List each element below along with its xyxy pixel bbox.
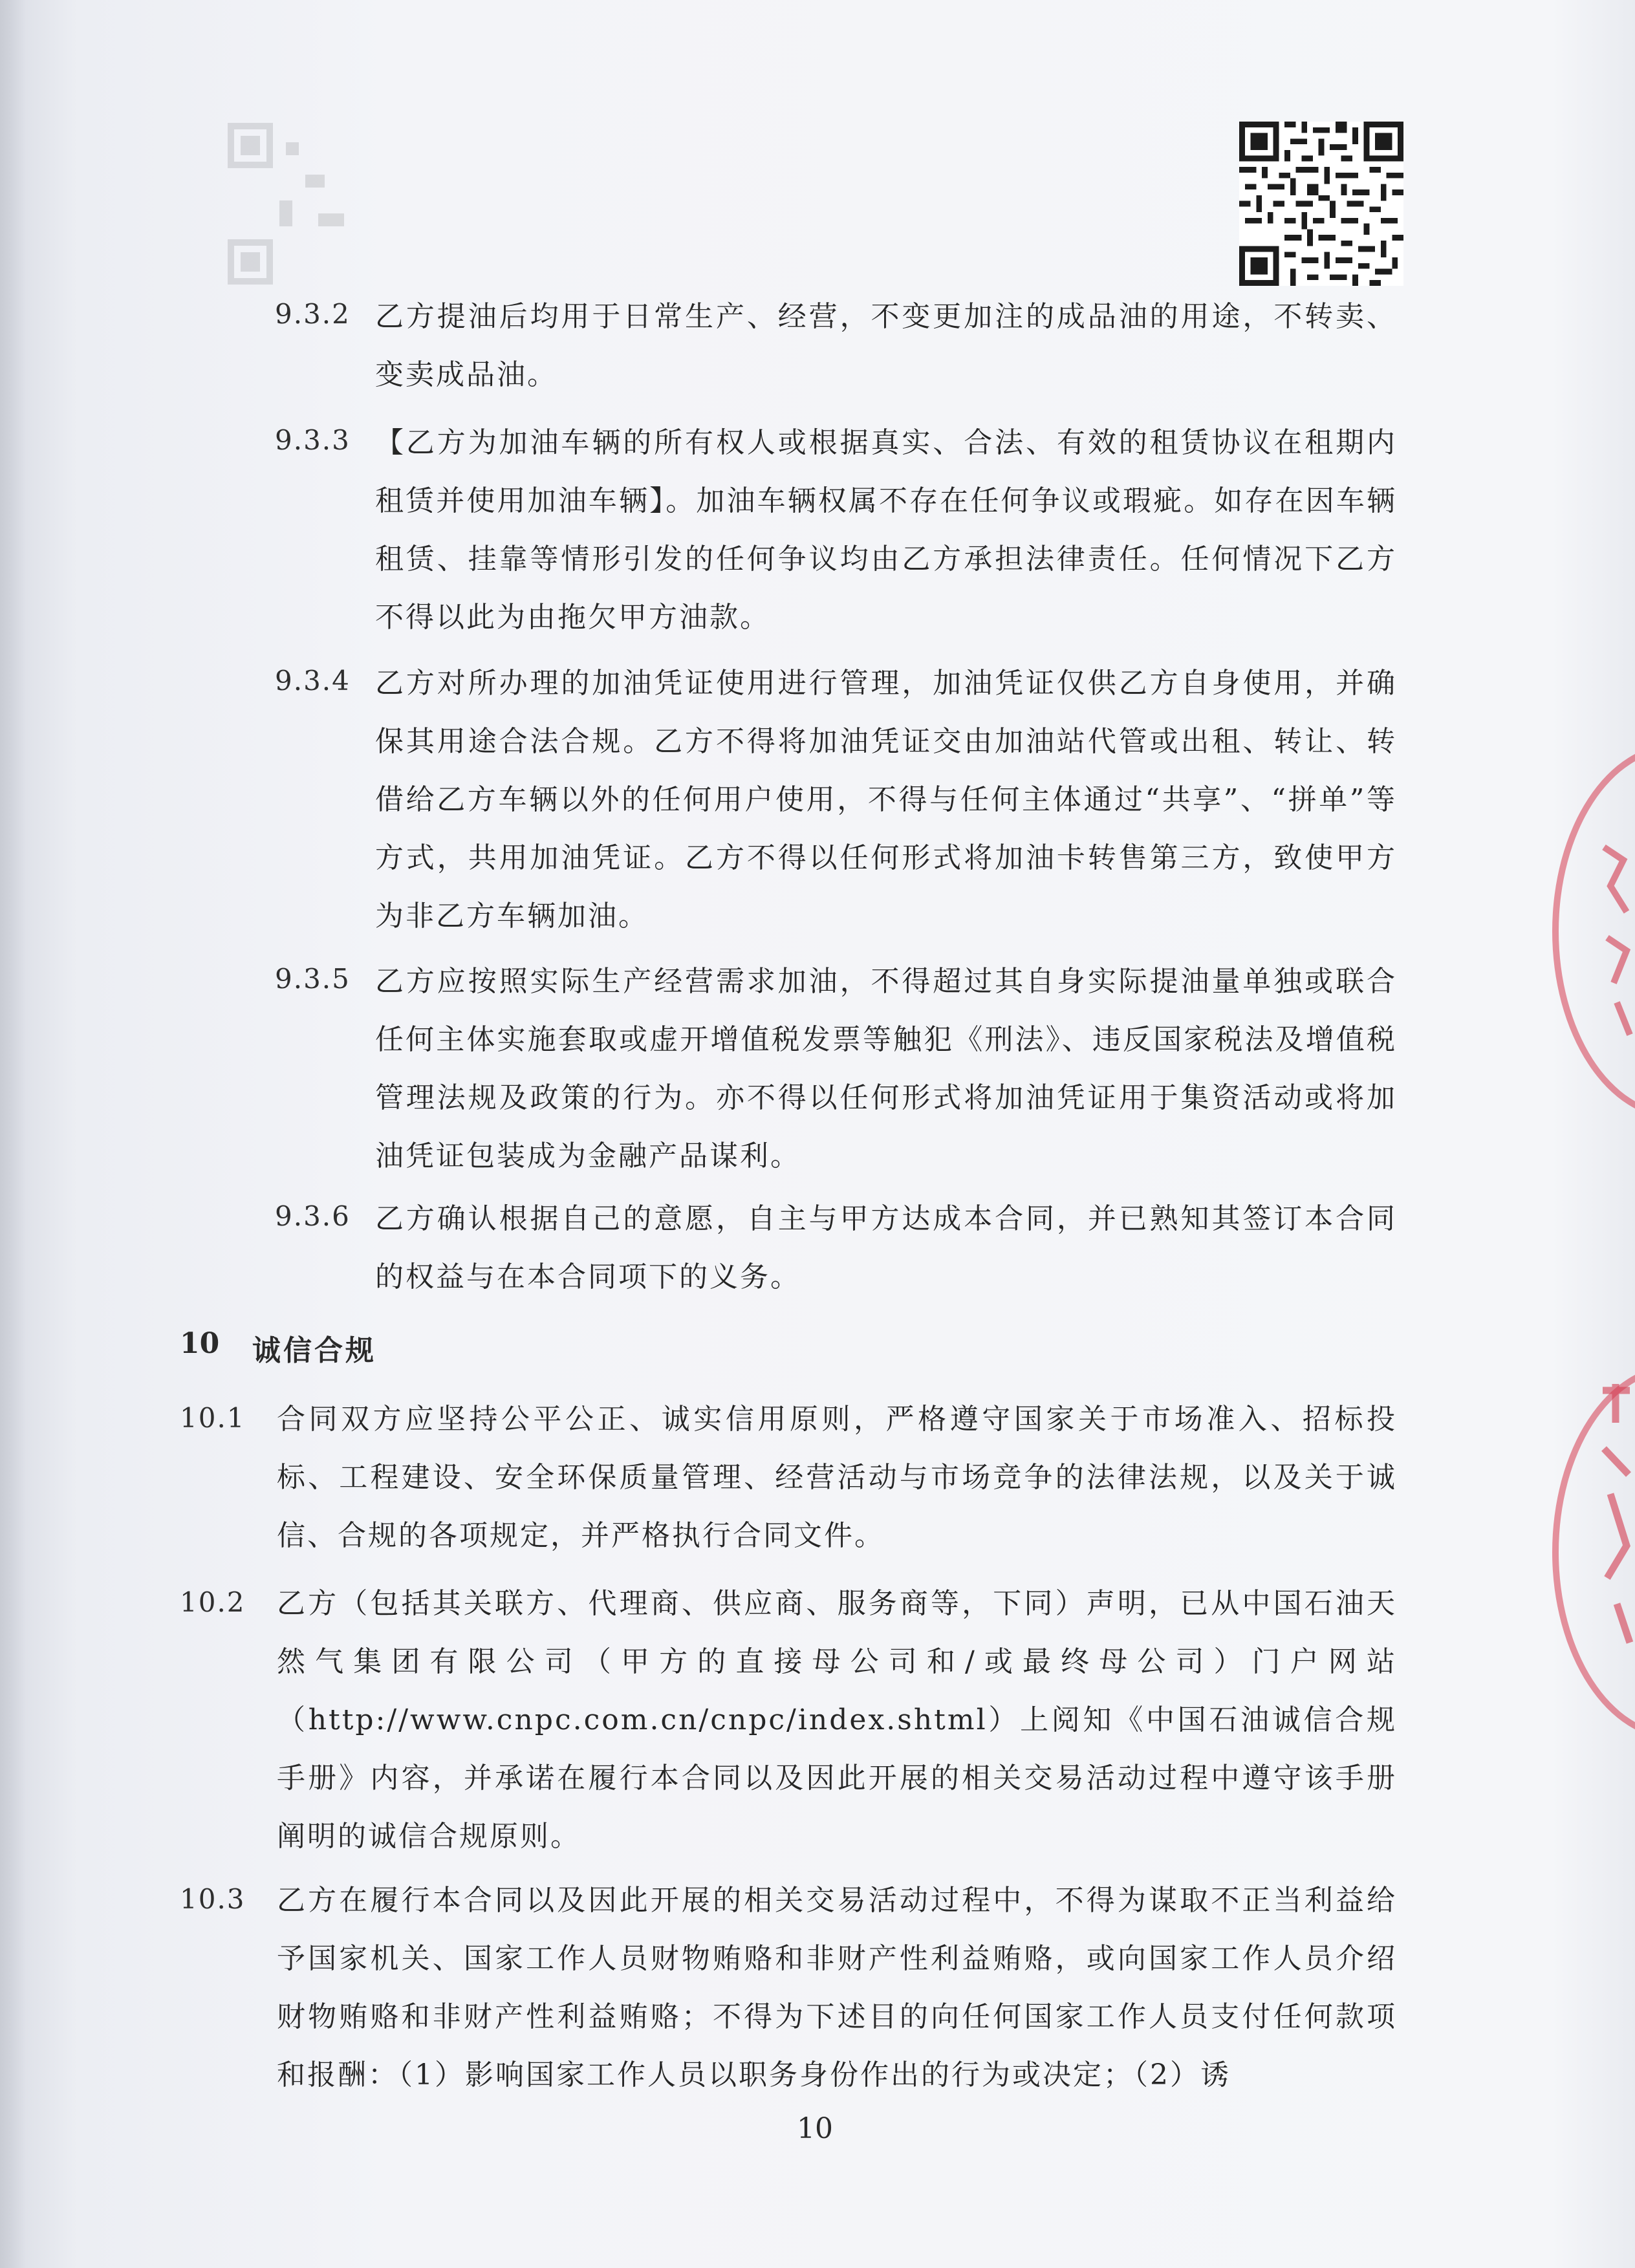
- clause-text: 【乙方为加油车辆的所有权人或根据真实、合法、有效的租赁协议在租期内租赁并使用加油车辆】。加油车辆权属不存在任何争议或瑕疵。如存在因车辆租赁、挂靠等情形引发的任何争议均由乙方承担法律责任。任何情况下乙方不得以此为由拖欠甲方油款。: [375, 426, 1397, 634]
- scan-edge-shadow: [0, 0, 26, 2268]
- page-number: 10: [797, 2112, 833, 2145]
- clause-number: 9.3.3: [275, 424, 351, 456]
- seal-mark-lower: [1597, 1384, 1635, 1656]
- ghost-qr-code: [228, 123, 389, 285]
- clause-text: 乙方确认根据自己的意愿，自主与甲方达成本合同，并已熟知其签订本合同的权益与在本合同项下的义务。: [375, 1202, 1397, 1293]
- clause-number: 10.2: [180, 1586, 246, 1618]
- clause-number: 9.3.6: [275, 1200, 351, 1232]
- clause-number: 10.3: [180, 1883, 246, 1915]
- qr-code: [1239, 122, 1403, 286]
- clause-text: 合同双方应坚持公平公正、诚实信用原则，严格遵守国家关于市场准入、招标投标、工程建设、安全环保质量管理、经营活动与市场竞争的法律法规，以及关于诚信、合规的各项规定，并严格执行合同文件。: [277, 1403, 1397, 1552]
- clause-number: 9.3.2: [275, 298, 351, 330]
- seal-mark-upper: [1597, 841, 1635, 1054]
- clause-text: 乙方（包括其关联方、代理商、供应商、服务商等，下同）声明，已从中国石油天然气集团有限公司（甲方的直接母公司和/或最终母公司）门户网站（http://www.cnpc.com.cn/cnpc/index.shtml）上阅知《中国石油诚信合规手册》内容，并承诺在履行本合同以及因此开展的相关交易活动过程中遵守该手册阐明的诚信合规原则。: [277, 1587, 1397, 1853]
- clause-number: 9.3.5: [275, 963, 351, 995]
- clause-text: 乙方在履行本合同以及因此开展的相关交易活动过程中，不得为谋取不正当利益给予国家机关、国家工作人员财物贿赂和非财产性利益贿赂，或向国家工作人员介绍财物贿赂和非财产性利益贿赂；不得为下述目的向任何国家工作人员支付任何款项和报酬：（1）影响国家工作人员以职务身份作出的行为或决定；（2）诱: [277, 1884, 1397, 2091]
- clause-text: 乙方对所办理的加油凭证使用进行管理，加油凭证仅供乙方自身使用，并确保其用途合法合规。乙方不得将加油凭证交由加油站代管或出租、转让、转借给乙方车辆以外的任何用户使用，不得与任何主体通过“共享”、“拼单”等方式，共用加油凭证。乙方不得以任何形式将加油卡转售第三方，致使甲方为非乙方车辆加油。: [375, 667, 1397, 933]
- section-number: 10: [180, 1327, 220, 1360]
- clause-number: 10.1: [180, 1402, 246, 1434]
- clause-text: 乙方应按照实际生产经营需求加油，不得超过其自身实际提油量单独或联合任何主体实施套取或虚开增值税发票等触犯《刑法》、违反国家税法及增值税管理法规及政策的行为。亦不得以任何形式将加油凭证用于集资活动或将加油凭证包装成为金融产品谋利。: [375, 965, 1397, 1172]
- clause-text: 乙方提油后均用于日常生产、经营，不变更加注的成品油的用途，不转卖、变卖成品油。: [375, 300, 1397, 391]
- clause-number: 9.3.4: [275, 665, 351, 697]
- section-title: 诚信合规: [252, 1334, 376, 1367]
